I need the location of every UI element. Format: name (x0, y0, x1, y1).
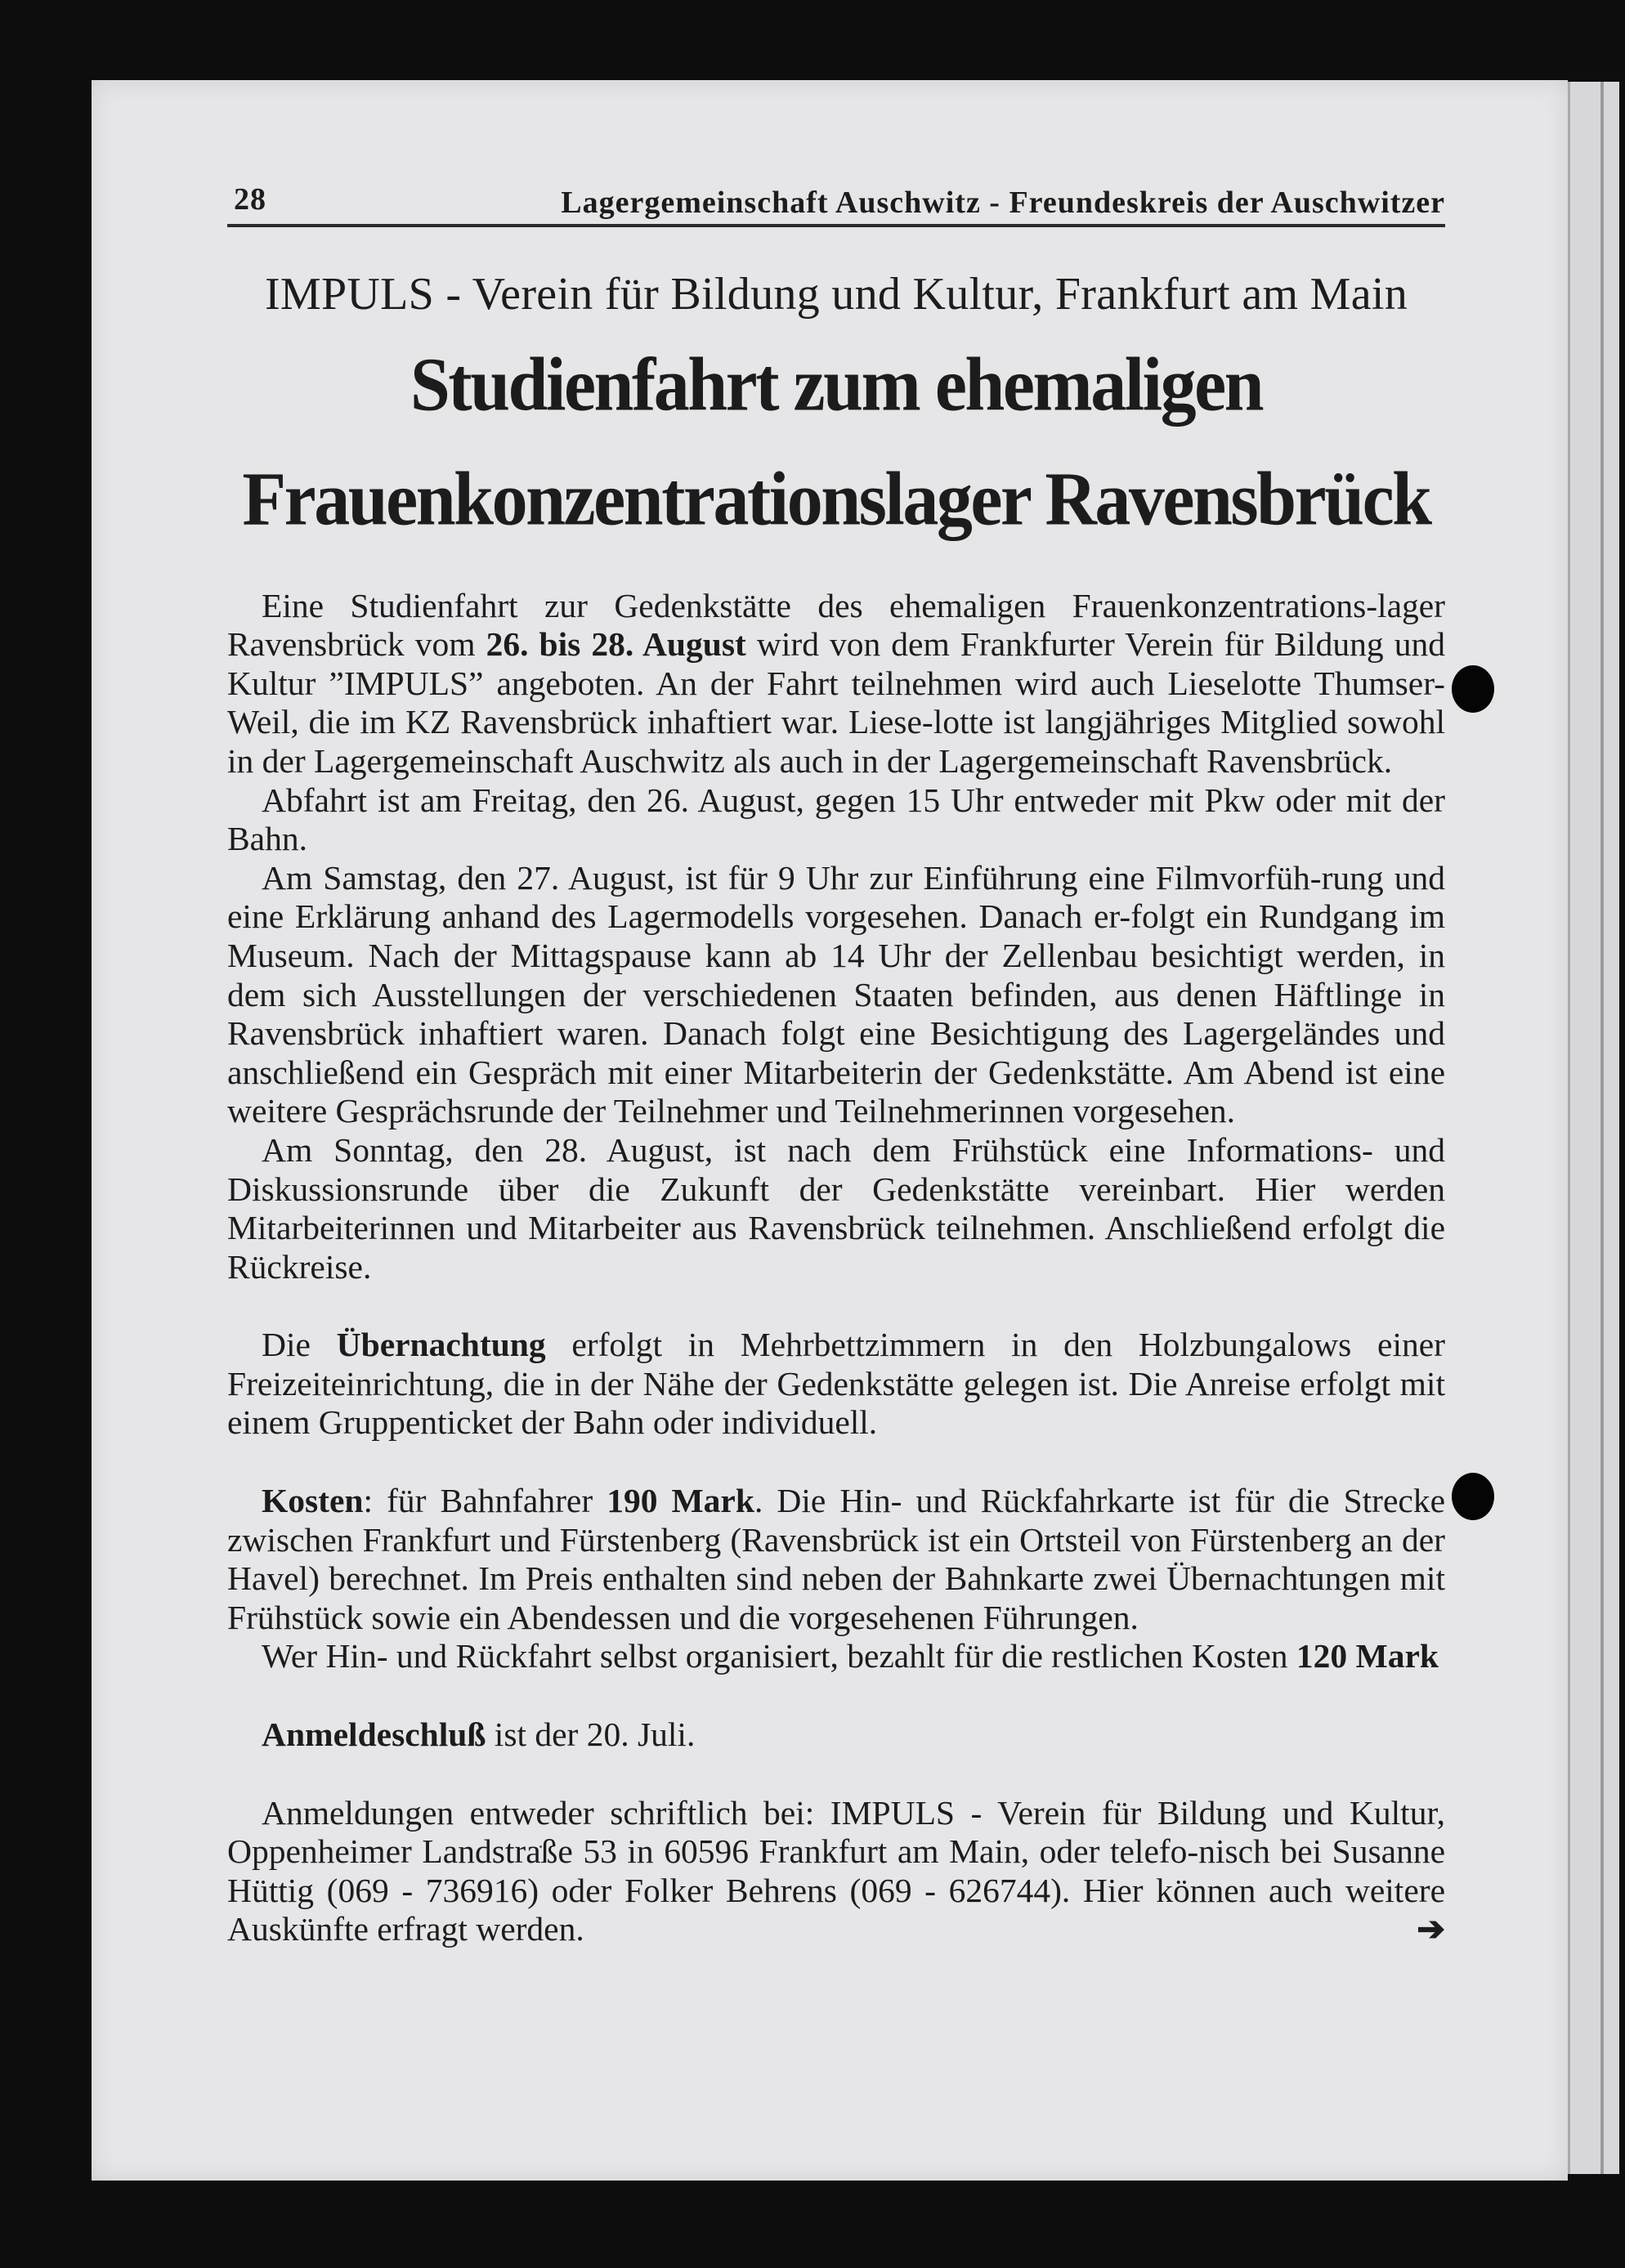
running-head-title: Lagergemeinschaft Auschwitz - Freundeskreis der Auschwitzer (561, 186, 1445, 220)
article-headline (227, 329, 1445, 557)
paragraph-registration (227, 1794, 1445, 1949)
paragraph-intro (227, 587, 1445, 781)
deadline-text: ist der 20. Juli. (486, 1716, 696, 1754)
paragraph-sunday: Am Sonntag, den 28. August, ist nach dem Frühstück eine Informations- und Diskussionsrunde über die Zukunft der Gedenkstätte vereinbart. Hier werden Mitarbeiterinnen und Mitarbeiter aus Ravensbrück teilnehmen. Anschließend erfolgt die Rückreise. (227, 1130, 1445, 1286)
accommodation-label: Übernachtung (336, 1326, 546, 1364)
deadline-label: Anmeldeschluß (262, 1716, 486, 1754)
article-content (227, 173, 1445, 1949)
paragraph-saturday: Am Samstag, den 27. August, ist für 9 Uhr zur Einführung eine Filmvorfüh-rung und eine Erklärung anhand des Lagermodells vorgesehen. Danach er-folgt ein Rundgang im Museum. Nach der Mittagspause kann ab 14 Uhr der Zellenbau besichtigt werden, in dem sich Ausstellungen der verschiedenen Staaten befinden, aus denen Häftlinge in Ravensbrück inhaftiert waren. Danach folgt eine Besichtigung des Lagergeländes und anschließend ein Gespräch mit einer Mitarbeiterin der Gedenkstätte. Am Abend ist eine weitere Gesprächsrunde der Teilnehmer und Teilnehmerinnen vorgesehen. (227, 858, 1445, 1130)
intro-dates: 26. bis 28. August (486, 625, 746, 664)
punch-hole-top (1452, 665, 1494, 713)
self-travel-text: Wer Hin- und Rückfahrt selbst organisiert, bezahlt für die restlichen Kosten (262, 1637, 1296, 1675)
punch-hole-bottom (1452, 1473, 1494, 1520)
paragraph-deadline (227, 1716, 1445, 1755)
costs-label: Kosten (262, 1482, 364, 1520)
paragraph-departure: Abfahrt ist am Freitag, den 26. August, gegen 15 Uhr entweder mit Pkw oder mit der Bahn. (227, 781, 1445, 858)
article-kicker: IMPULS - Verein für Bildung und Kultur, Frankfurt am Main (264, 269, 1408, 320)
registration-text: Anmeldungen entweder schriftlich bei: IMPULS - Verein für Bildung und Kultur, Oppenheimer Landstraße 53 in 60596 Frankfurt am Main, oder telefo-nisch bei Susanne Hüttig (069 - 736916) oder Folker Behrens (069 - 626744). Hier können auch weitere Auskünfte erfragt werden. (227, 1793, 1445, 1948)
running-head (227, 173, 1445, 227)
intro-text-c: wird von dem Frankfurter Verein für Bildung und Kultur ”IMPULS” angeboten. An der Fahrt teilnehmen wird auch Lieselotte Thumser-Weil, die im KZ Ravensbrück inhaftiert war. Liese-lotte ist langjähriges Mitglied sowohl in der Lagergemeinschaft Auschwitz als auch in der Lagergemeinschaft Ravensbrück. (227, 625, 1445, 780)
headline-line-2: Frauenkonzentrationslager Ravensbrück (242, 457, 1430, 542)
page-edge-line (1600, 82, 1604, 2174)
costs-price-rail: 190 Mark (607, 1482, 754, 1520)
accommodation-text-a: Die (262, 1326, 337, 1364)
headline-line-1: Studienfahrt zum ehemaligen (410, 342, 1263, 427)
article-body (227, 587, 1445, 1949)
continue-arrow-icon: ➔ (1417, 1910, 1445, 1948)
paragraph-costs (227, 1482, 1445, 1637)
accommodation-text-c: erfolgt in Mehrbettzimmern in den Holzbungalows einer Freizeiteinrichtung, die in der Nähe der Gedenkstätte gelegen ist. Die Anreise erfolgt mit einem Gruppenticket der Bahn oder individuell. (227, 1326, 1445, 1442)
intro-text-a: Eine Studienfahrt zur Gedenkstätte des ehemaligen Frauenkonzentrations-lager Ravensbrück vom (227, 586, 1445, 664)
next-page-edge (1568, 82, 1619, 2174)
paragraph-self-travel (227, 1637, 1445, 1676)
self-travel-price: 120 Mark (1296, 1637, 1439, 1675)
costs-text-d: . Die Hin- und Rückfahrkarte ist für die Strecke zwischen Frankfurt und Fürstenberg (Ravensbrück ist ein Ortsteil von Fürstenberg an der Havel) berechnet. Im Preis enthalten sind neben der Bahnkarte zwei Übernachtungen mit Frühstück sowie ein Abendessen und die vorgesehenen Führungen. (227, 1482, 1446, 1636)
page-number: 28 (234, 182, 266, 217)
paragraph-accommodation (227, 1326, 1445, 1443)
costs-text-b: : für Bahnfahrer (363, 1482, 607, 1520)
